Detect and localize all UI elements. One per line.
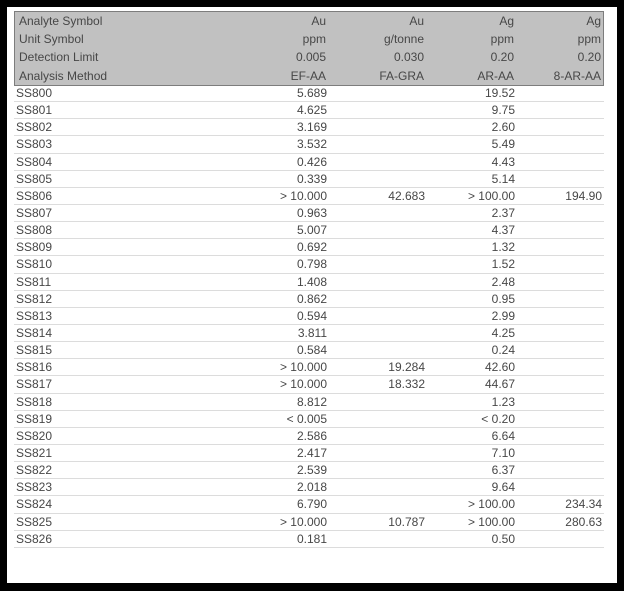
value-cell xyxy=(327,496,425,512)
table-body xyxy=(14,85,604,548)
value-cell: 280.63 xyxy=(565,514,602,529)
table-row xyxy=(14,479,604,496)
table-row xyxy=(14,154,604,171)
value-cell xyxy=(515,531,604,547)
value-cell: 42.683 xyxy=(388,188,425,203)
value-cell: > 100.00 xyxy=(467,497,515,512)
value-cell xyxy=(327,428,425,444)
sample-id-cell: SS814 xyxy=(16,325,53,340)
value-cell: 5.689 xyxy=(296,86,327,100)
sample-id-cell: SS812 xyxy=(16,291,53,306)
value-cell xyxy=(515,171,604,187)
sample-id-cell: SS813 xyxy=(16,308,53,323)
value-cell xyxy=(327,274,425,290)
value-cell xyxy=(327,342,425,358)
sample-id-cell: SS806 xyxy=(16,188,53,203)
table-row xyxy=(14,119,604,136)
value-cell xyxy=(515,325,604,341)
value-cell: 1.52 xyxy=(491,257,515,272)
value-cell xyxy=(327,531,425,547)
header-value-cell: 0.20 xyxy=(490,50,514,65)
value-cell xyxy=(515,359,604,375)
value-cell: > 10.000 xyxy=(279,360,327,375)
value-cell: < 0.20 xyxy=(481,411,515,426)
value-cell xyxy=(515,394,604,410)
value-cell xyxy=(327,239,425,255)
header-row xyxy=(15,67,603,85)
value-cell: 9.64 xyxy=(491,480,515,495)
header-value-cell: AR-AA xyxy=(477,68,514,83)
value-cell: 44.67 xyxy=(484,377,515,392)
sample-id-cell: SS803 xyxy=(16,137,53,152)
header-value-cell: Au xyxy=(409,14,424,28)
value-cell xyxy=(515,222,604,238)
value-cell xyxy=(515,411,604,427)
value-cell: 6.37 xyxy=(491,463,515,478)
header-value-cell: FA-GRA xyxy=(379,68,424,83)
value-cell: < 0.005 xyxy=(286,411,327,426)
header-label-cell: Unit Symbol xyxy=(19,32,84,47)
value-cell xyxy=(327,102,425,118)
value-cell xyxy=(327,445,425,461)
sample-id-cell: SS810 xyxy=(16,257,53,272)
value-cell xyxy=(327,171,425,187)
header-value-cell: 0.030 xyxy=(393,50,424,65)
sample-id-cell: SS805 xyxy=(16,171,53,186)
value-cell: > 10.000 xyxy=(279,188,327,203)
table-row xyxy=(14,205,604,222)
sample-id-cell: SS823 xyxy=(16,480,53,495)
value-cell: 0.95 xyxy=(491,291,515,306)
table-row xyxy=(14,411,604,428)
value-cell xyxy=(327,291,425,307)
sample-id-cell: SS826 xyxy=(16,531,53,546)
header-value-cell: 0.20 xyxy=(577,50,601,65)
value-cell: 2.586 xyxy=(296,428,327,443)
value-cell: 0.24 xyxy=(491,343,515,358)
table-row xyxy=(14,256,604,273)
value-cell xyxy=(515,462,604,478)
sample-id-cell: SS808 xyxy=(16,223,53,238)
value-cell: 1.32 xyxy=(491,240,515,255)
table-row xyxy=(14,222,604,239)
value-cell: > 100.00 xyxy=(467,188,515,203)
sample-id-cell: SS824 xyxy=(16,497,53,512)
table-row xyxy=(14,102,604,119)
value-cell xyxy=(515,119,604,135)
value-cell xyxy=(515,308,604,324)
value-cell: 0.584 xyxy=(296,343,327,358)
report-page xyxy=(7,7,617,583)
table-row xyxy=(14,188,604,205)
value-cell xyxy=(327,325,425,341)
value-cell xyxy=(515,342,604,358)
sample-id-cell: SS809 xyxy=(16,240,53,255)
value-cell: 5.14 xyxy=(491,171,515,186)
value-cell: 234.34 xyxy=(565,497,602,512)
value-cell xyxy=(327,222,425,238)
table-row xyxy=(14,291,604,308)
value-cell xyxy=(515,85,604,101)
table-row xyxy=(14,394,604,411)
table-row xyxy=(14,531,604,548)
value-cell: 1.408 xyxy=(296,274,327,289)
value-cell: 0.798 xyxy=(296,257,327,272)
value-cell xyxy=(515,376,604,392)
header-row xyxy=(15,30,603,48)
value-cell: 0.339 xyxy=(296,171,327,186)
value-cell: 3.532 xyxy=(296,137,327,152)
sample-id-cell: SS807 xyxy=(16,205,53,220)
value-cell: 0.181 xyxy=(296,531,327,546)
value-cell: 9.75 xyxy=(491,103,515,118)
value-cell xyxy=(327,394,425,410)
table-row xyxy=(14,342,604,359)
sample-id-cell: SS825 xyxy=(16,514,53,529)
value-cell: 1.23 xyxy=(491,394,515,409)
header-value-cell: 8-AR-AA xyxy=(553,68,601,83)
table-row xyxy=(14,359,604,376)
table-row xyxy=(14,274,604,291)
value-cell: 7.10 xyxy=(491,445,515,460)
value-cell: 8.812 xyxy=(296,394,327,409)
sample-id-cell: SS802 xyxy=(16,120,53,135)
sample-id-cell: SS811 xyxy=(16,274,52,289)
table-row xyxy=(14,462,604,479)
value-cell: 5.49 xyxy=(491,137,515,152)
value-cell xyxy=(515,479,604,495)
value-cell: 0.426 xyxy=(296,154,327,169)
value-cell: 19.284 xyxy=(388,360,425,375)
value-cell: 5.007 xyxy=(296,223,327,238)
value-cell: 3.811 xyxy=(297,325,327,340)
header-value-cell: ppm xyxy=(577,32,601,47)
value-cell: 0.594 xyxy=(296,308,327,323)
header-value-cell: ppm xyxy=(490,32,514,47)
header-value-cell: ppm xyxy=(302,32,326,47)
value-cell: 6.790 xyxy=(296,497,327,512)
header-label-cell: Detection Limit xyxy=(19,50,99,65)
sample-id-cell: SS821 xyxy=(16,445,53,460)
value-cell: 0.862 xyxy=(296,291,327,306)
header-label-cell: Analyte Symbol xyxy=(19,14,103,28)
value-cell: 6.64 xyxy=(491,428,515,443)
value-cell xyxy=(515,291,604,307)
value-cell xyxy=(327,85,425,101)
value-cell: 2.60 xyxy=(491,120,515,135)
table-row xyxy=(14,325,604,342)
sample-id-cell: SS816 xyxy=(16,360,53,375)
value-cell xyxy=(515,205,604,221)
value-cell: 10.787 xyxy=(388,514,425,529)
value-cell: 4.43 xyxy=(491,154,515,169)
value-cell xyxy=(515,239,604,255)
value-cell: 2.37 xyxy=(491,205,515,220)
value-cell xyxy=(515,256,604,272)
value-cell: 4.625 xyxy=(296,103,327,118)
value-cell xyxy=(327,119,425,135)
table-row xyxy=(14,496,604,513)
value-cell: 0.692 xyxy=(296,240,327,255)
value-cell: > 10.000 xyxy=(279,514,327,529)
header-row xyxy=(15,48,603,66)
sample-id-cell: SS804 xyxy=(16,154,53,169)
header-value-cell: g/tonne xyxy=(383,32,424,47)
value-cell: 2.48 xyxy=(491,274,515,289)
value-cell: 4.37 xyxy=(491,223,515,238)
value-cell xyxy=(515,136,604,152)
value-cell: 0.963 xyxy=(296,205,327,220)
value-cell xyxy=(515,154,604,170)
sample-id-cell: SS820 xyxy=(16,428,53,443)
value-cell xyxy=(327,256,425,272)
table-row xyxy=(14,136,604,153)
value-cell: 2.539 xyxy=(296,463,327,478)
header-label-cell: Analysis Method xyxy=(19,68,108,83)
value-cell: 19.52 xyxy=(484,86,515,100)
sample-id-cell: SS822 xyxy=(16,463,53,478)
value-cell xyxy=(327,154,425,170)
value-cell xyxy=(327,479,425,495)
table-row xyxy=(14,514,604,531)
header-value-cell: Ag xyxy=(586,14,601,28)
value-cell: 2.018 xyxy=(296,480,327,495)
value-cell xyxy=(327,136,425,152)
table-row xyxy=(14,376,604,393)
value-cell: 0.50 xyxy=(491,531,515,546)
sample-id-cell: SS801 xyxy=(16,103,53,118)
sample-id-cell: SS819 xyxy=(16,411,53,426)
header-value-cell: 0.005 xyxy=(295,50,326,65)
table-header-box xyxy=(14,11,604,86)
table-row xyxy=(14,239,604,256)
value-cell: 18.332 xyxy=(388,377,425,392)
value-cell xyxy=(515,102,604,118)
table-row xyxy=(14,428,604,445)
value-cell: > 10.000 xyxy=(279,377,327,392)
value-cell: 4.25 xyxy=(491,325,515,340)
value-cell xyxy=(515,428,604,444)
header-row xyxy=(15,12,603,30)
header-value-cell: Ag xyxy=(499,14,514,28)
value-cell xyxy=(327,462,425,478)
value-cell: 2.417 xyxy=(296,445,327,460)
sample-id-cell: SS815 xyxy=(16,343,53,358)
sample-id-cell: SS817 xyxy=(16,377,53,392)
table-row xyxy=(14,85,604,102)
table-row xyxy=(14,445,604,462)
value-cell: 194.90 xyxy=(565,188,602,203)
sample-id-cell: SS800 xyxy=(16,86,53,100)
table-row xyxy=(14,171,604,188)
value-cell: 3.169 xyxy=(296,120,327,135)
value-cell: > 100.00 xyxy=(467,514,515,529)
value-cell: 42.60 xyxy=(484,360,515,375)
value-cell xyxy=(327,411,425,427)
value-cell: 2.99 xyxy=(491,308,515,323)
value-cell xyxy=(515,445,604,461)
header-value-cell: Au xyxy=(311,14,326,28)
value-cell xyxy=(327,205,425,221)
header-value-cell: EF-AA xyxy=(290,68,326,83)
table-row xyxy=(14,308,604,325)
value-cell xyxy=(327,308,425,324)
sample-id-cell: SS818 xyxy=(16,394,53,409)
value-cell xyxy=(515,274,604,290)
